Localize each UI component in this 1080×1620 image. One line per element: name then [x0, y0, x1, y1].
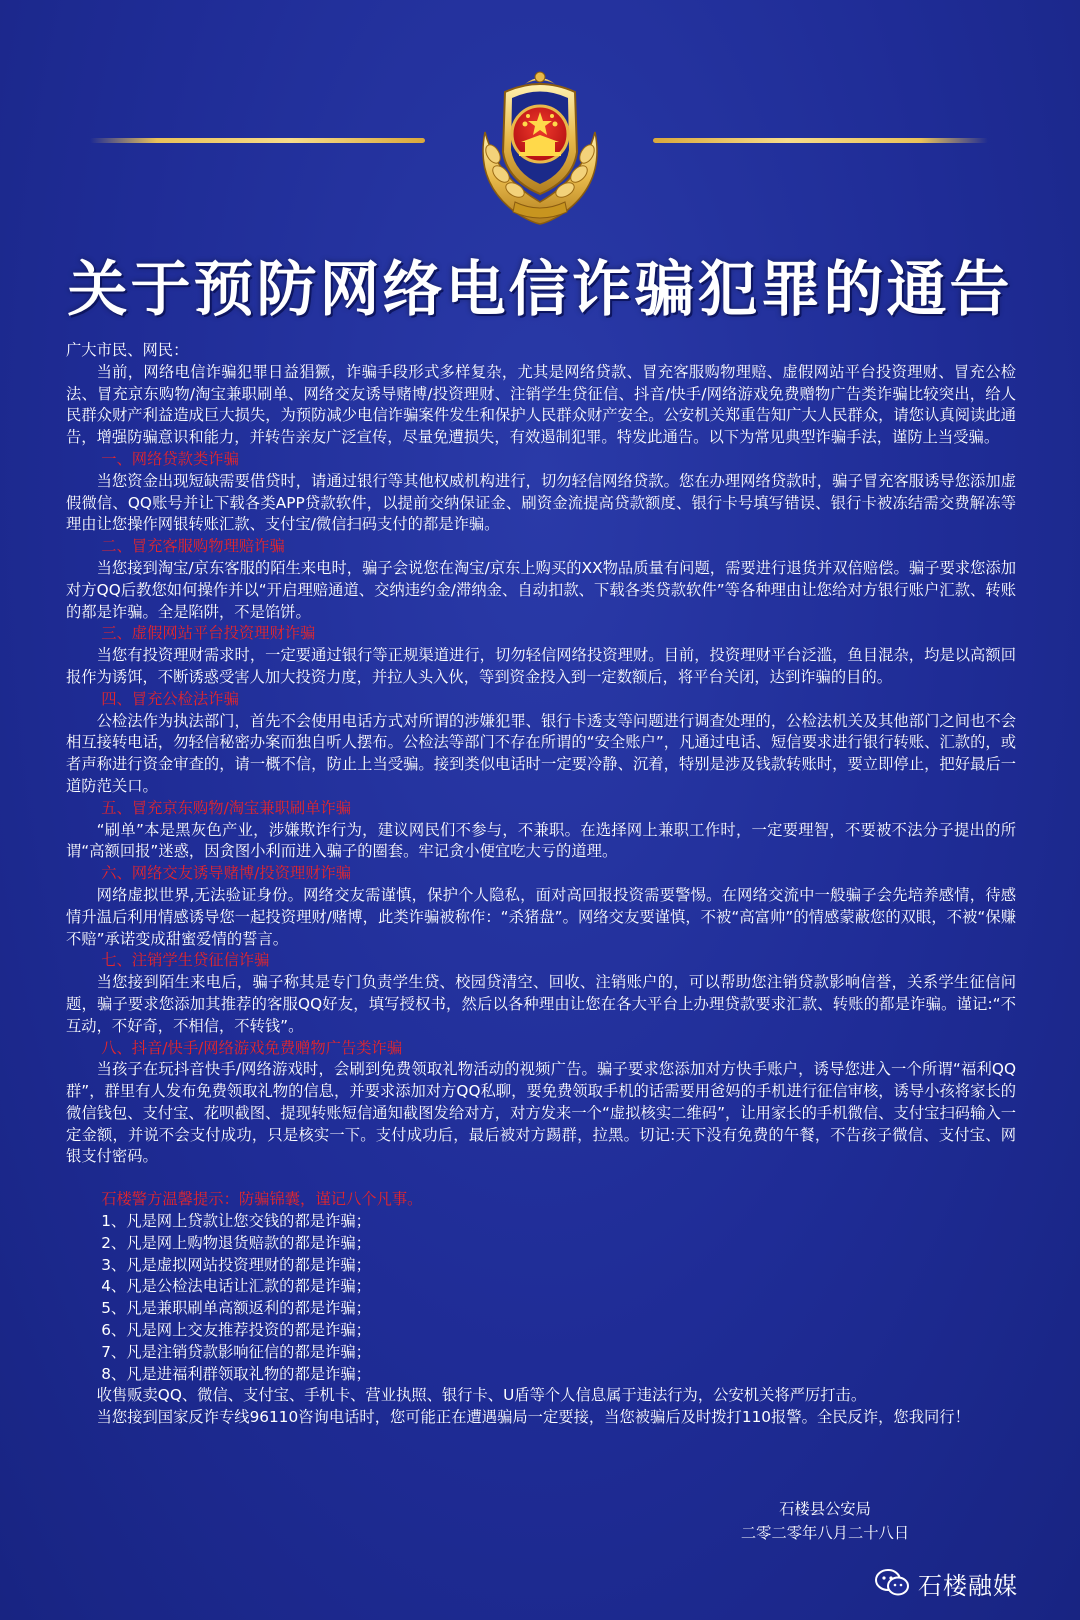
notice-body — [66, 340, 1016, 1429]
gold-divider-left — [90, 138, 425, 143]
section-text-6: 网络虚拟世界,无法验证身份。网络交友需谨慎，保护个人隐私，面对高回报投资需要警惕。在网络交流中一般骗子会先培养感情，待感情升温后利用情感诱导您一起投资理财/赌博，此类诈骗被称作：“杀猪盘”。网络交友要谨慎，不被“高富帅”的情感蒙蔽您的双眼，不被“保赚不赔”承诺变成甜蜜爱情的誓言。 — [66, 885, 1016, 948]
closing-paragraph-2: 当您接到国家反诈专线96110咨询电话时，您可能正在遭遇骗局一定要接，当您被骗后及时拨打110报警。全民反诈，您我同行！ — [96, 1408, 970, 1427]
tip-item: 1、凡是网上贷款让您交钱的都是诈骗； — [101, 1212, 371, 1231]
wechat-icon — [874, 1568, 910, 1598]
salutation: 广大市民、网民： — [66, 341, 189, 359]
tip-item: 3、凡是虚拟网站投资理财的都是诈骗； — [101, 1255, 371, 1274]
section-heading-2: 二、冒充客服购物理赔诈骗 — [101, 537, 285, 556]
intro-paragraph: 当前，网络电信诈骗犯罪日益猖獗，诈骗手段形式多样复杂，尤其是网络贷款、冒充客服购物理赔、虚假网站平台投资理财、冒充公检法、冒充京东购物/淘宝兼职刷单、网络交友诱导赌博/投资理财、注销学生贷征信、抖音/快手/网络游戏免费赠物广告类诈骗比较突出，给人民群众财产利益造成巨大损失，为预防减少电信诈骗案件发生和保护人民群众财产安全。公安机关郑重告知广大人民群众，请您认真阅读此通告，增强防骗意识和能力，并转告亲友广泛宣传，尽量免遭损失，有效遏制犯罪。特发此通告。以下为常见典型诈骗手法，谨防上当受骗。 — [66, 362, 1016, 447]
tip-item: 7、凡是注销贷款影响征信的都是诈骗； — [101, 1342, 371, 1361]
tips-heading: 石楼警方温馨提示：防骗锦囊，谨记八个凡事。 — [101, 1190, 423, 1209]
section-text-2: 当您接到淘宝/京东客服的陌生来电时，骗子会说您在淘宝/京东上购买的XX物品质量有问题，需要进行退货并双倍赔偿。骗子要求您添加对方QQ后教您如何操作并以“开启理赔通道、交纳违约金/滞纳金、自动扣款、下载各类贷款软件”等各种理由让您给对方银行账户汇款、转账的都是诈骗。全是陷阱，不是馅饼。 — [66, 558, 1016, 621]
section-text-5: “刷单”本是黑灰色产业，涉嫌欺诈行为，建议网民们不参与，不兼职。在选择网上兼职工作时，一定要理智，不要被不法分子提出的所谓“高额回报”迷惑，因贪图小利而进入骗子的圈套。牢记贪小便宜吃大亏的道理。 — [66, 820, 1016, 861]
section-heading-1: 一、网络贷款类诈骗 — [101, 449, 239, 468]
section-heading-7: 七、注销学生贷征信诈骗 — [101, 951, 270, 970]
tip-item: 6、凡是网上交友推荐投资的都是诈骗； — [101, 1321, 371, 1340]
closing-paragraph-1: 收售贩卖QQ、微信、支付宝、手机卡、营业执照、银行卡、U盾等个人信息属于违法行为，公安机关将严厉打击。 — [96, 1386, 867, 1405]
section-heading-5: 五、冒充京东购物/淘宝兼职刷单诈骗 — [101, 798, 352, 817]
section-heading-4: 四、冒充公检法诈骗 — [101, 689, 239, 708]
section-heading-3: 三、虚假网站平台投资理财诈骗 — [101, 624, 316, 643]
section-text-7: 当您接到陌生来电后，骗子称其是专门负责学生贷、校园贷清空、回收、注销账户的，可以帮助您注销贷款影响信誉，关系学生征信问题，骗子要求您添加其推荐的客服QQ好友，填写授权书，然后以各种理由让您在各大平台上办理贷款要求汇款、转账的都是诈骗。谨记:“不互动，不好奇，不相信，不转钱”。 — [66, 973, 1016, 1035]
section-heading-8: 八、抖音/快手/网络游戏免费赠物广告类诈骗 — [101, 1038, 403, 1057]
tip-item: 8、凡是进福利群领取礼物的都是诈骗； — [101, 1364, 371, 1383]
signature-department: 石楼县公安局 — [779, 1500, 871, 1518]
section-text-4: 公检法作为执法部门，首先不会使用电话方式对所谓的涉嫌犯罪、银行卡透支等问题进行调查处理的，公检法机关及其他部门之间也不会相互接转电话，勿轻信秘密办案而独自听人摆布。公检法等部门不存在所谓的“安全账户”，凡通过电话、短信要求进行银行转账、汇款的，或者声称进行资金审查的，请一概不信，防止上当受骗。接到类似电话时一定要冷静、沉着，特别是涉及钱款转账时，要立即停止，把好最后一道防范关口。 — [66, 711, 1016, 795]
gold-divider-right — [653, 138, 988, 143]
signature-date: 二零二零年八月二十八日 — [740, 1524, 910, 1542]
section-heading-6: 六、网络交友诱导赌博/投资理财诈骗 — [101, 864, 352, 883]
tip-item: 2、凡是网上购物退货赔款的都是诈骗； — [101, 1233, 371, 1252]
tip-item: 4、凡是公检法电话让汇款的都是诈骗； — [101, 1277, 371, 1296]
section-text-3: 当您有投资理财需求时，一定要通过银行等正规渠道进行，切勿轻信网络投资理财。目前，投资理财平台泛滥，鱼目混杂，均是以高额回报作为诱饵，不断诱惑受害人加大投资力度，并拉人头入伙，等到资金投入到一定数额后，将平台关闭，达到诈骗的目的。 — [66, 646, 1016, 686]
police-emblem-icon — [455, 62, 625, 232]
brand-watermark — [874, 1565, 1018, 1601]
brand-name: 石楼融媒 — [918, 1571, 1018, 1600]
section-text-8: 当孩子在玩抖音快手/网络游戏时，会刷到免费领取礼物活动的视频广告。骗子要求您添加对方快手账户，诱导您进入一个所谓“福利QQ群”，群里有人发布免费领取礼物的信息，并要求添加对方QQ私聊，要免费领取手机的话需要用爸妈的手机进行征信审核，诱导小孩将家长的微信钱包、支付宝、花呗截图、提现转账短信通知截图发给对方，对方发来一个“虚拟核实二维码”，让用家长的手机微信、支付宝扫码输入一定金额，并说不会支付成功，只是核实一下。支付成功后，最后被对方踢群，拉黑。切记:天下没有免费的午餐，不告孩子微信、支付宝、网银支付密码。 — [66, 1060, 1016, 1166]
tip-item: 5、凡是兼职刷单高额返利的都是诈骗； — [101, 1299, 371, 1318]
page-title: 关于预防网络电信诈骗犯罪的通告 — [67, 255, 1013, 325]
section-text-1: 当您资金出现短缺需要借贷时，请通过银行等其他权威机构进行，切勿轻信网络贷款。您在办理网络贷款时，骗子冒充客服诱导您添加虚假微信、QQ账号并让下载各类APP贷款软件，以提前交纳保证金、刷资金流提高贷款额度、银行卡号填写错误、银行卡被冻结需交费解冻等理由让您操作网银转账汇款、支付宝/微信扫码支付的都是诈骗。 — [66, 471, 1016, 534]
header — [0, 0, 1080, 235]
